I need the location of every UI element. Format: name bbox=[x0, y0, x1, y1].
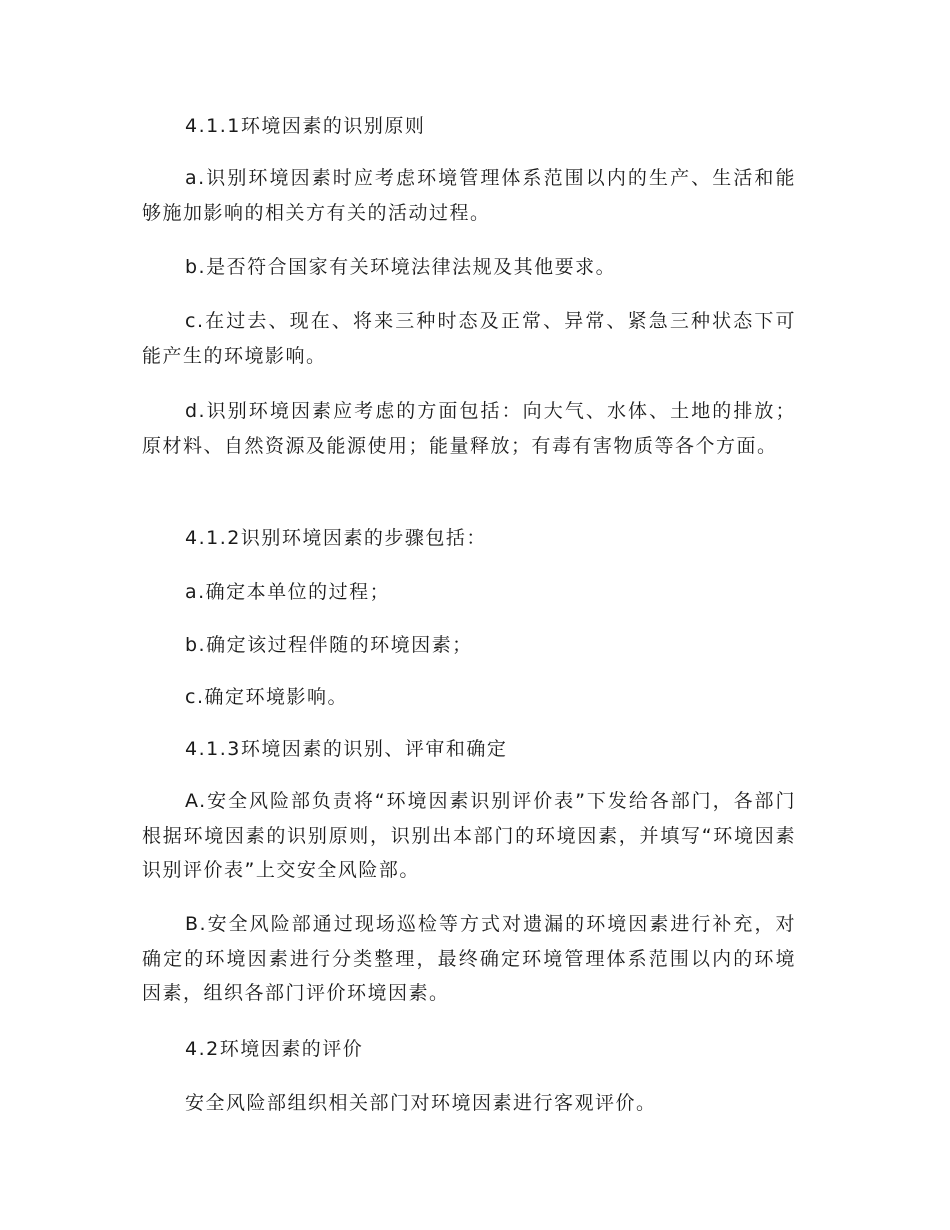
paragraph-item-A: A.安全风险部负责将“环境因素识别评价表”下发给各部门，各部门根据环境因素的识别原则，识别出本部门的环境因素，并填写“环境因素识别评价表”上交安全风险部。 bbox=[142, 790, 796, 881]
paragraph-item-c: c.在过去、现在、将来三种时态及正常、异常、紧急三种状态下可能产生的环境影响。 bbox=[142, 310, 796, 367]
step-item-b: b.确定该过程伴随的环境因素； bbox=[185, 634, 473, 656]
section-heading-4-1-2: 4.1.2识别环境因素的步骤包括： bbox=[185, 527, 487, 549]
section-heading-4-1-3: 4.1.3环境因素的识别、评审和确定 bbox=[185, 738, 508, 760]
section-heading-4-1-1: 4.1.1环境因素的识别原则 bbox=[185, 115, 426, 137]
paragraph-item-b: b.是否符合国家有关环境法律法规及其他要求。 bbox=[185, 256, 617, 278]
paragraph-evaluation: 安全风险部组织相关部门对环境因素进行客观评价。 bbox=[185, 1092, 657, 1114]
section-heading-4-2: 4.2环境因素的评价 bbox=[185, 1038, 364, 1060]
paragraph-item-d: d.识别环境因素应考虑的方面包括：向大气、水体、土地的排放；原材料、自然资源及能源使用；能量释放；有毒有害物质等各个方面。 bbox=[142, 400, 796, 457]
paragraph-item-B: B.安全风险部通过现场巡检等方式对遗漏的环境因素进行补充，对确定的环境因素进行分类整理，最终确定环境管理体系范围以内的环境因素，组织各部门评价环境因素。 bbox=[142, 913, 796, 1004]
step-item-a: a.确定本单位的过程； bbox=[185, 581, 391, 603]
paragraph-item-a: a.识别环境因素时应考虑环境管理体系范围以内的生产、生活和能够施加影响的相关方有关的活动过程。 bbox=[142, 167, 796, 224]
step-item-c: c.确定环境影响。 bbox=[185, 686, 348, 708]
